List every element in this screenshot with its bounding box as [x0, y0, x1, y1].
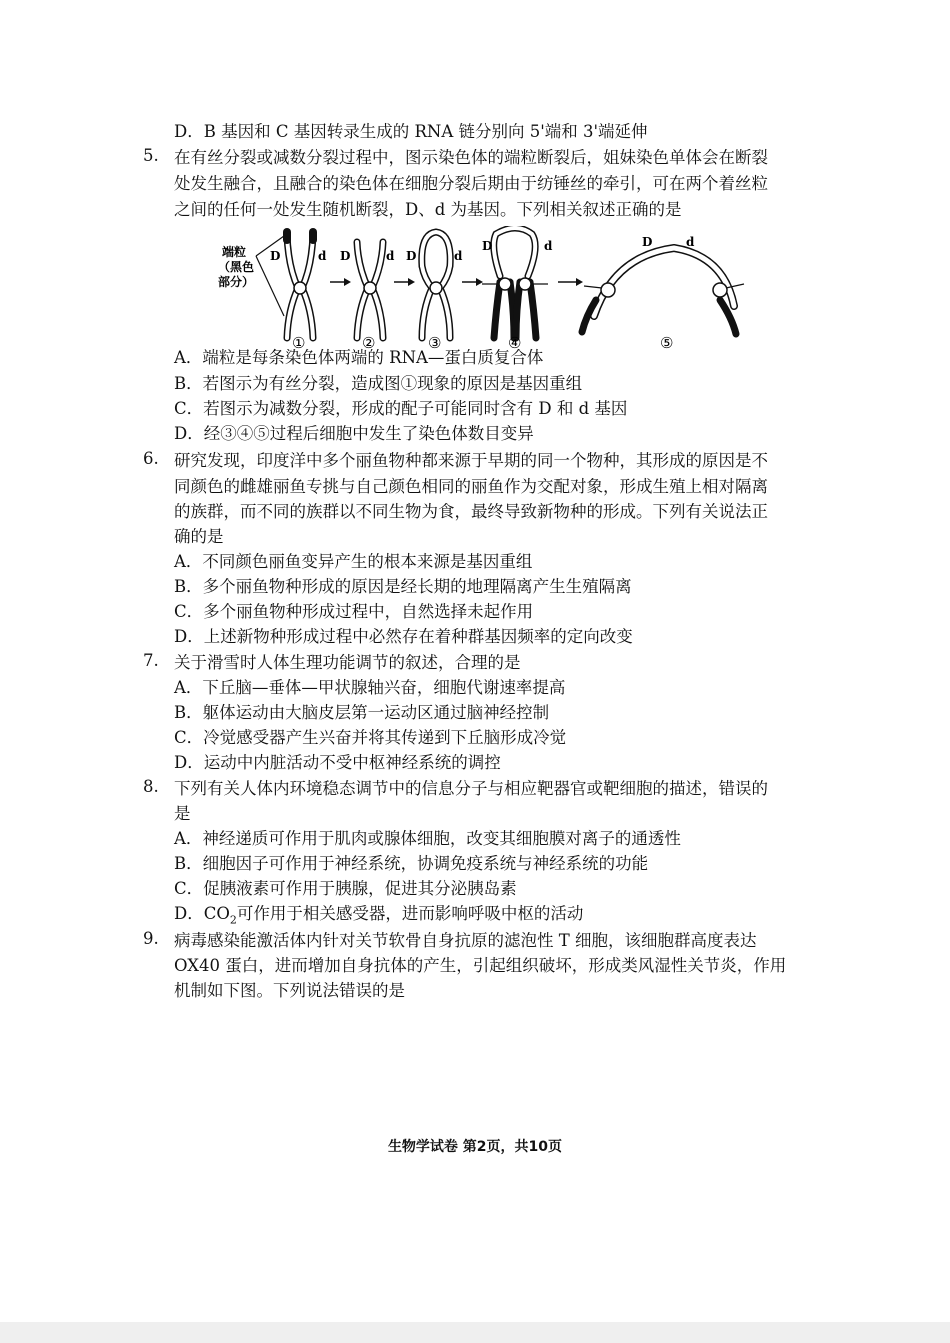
q6-option-a: A．不同颜色丽鱼变异产生的根本来源是基因重组 — [174, 552, 533, 571]
q5-stem-line-1: 在有丝分裂或减数分裂过程中，图示染色体的端粒断裂后，姐妹染色单体会在断裂 — [174, 148, 768, 167]
chromosome-5 — [582, 235, 744, 334]
q5-number: 5. — [143, 146, 159, 165]
q9-number: 9. — [143, 929, 159, 948]
gene-D-4: D — [482, 239, 493, 253]
step-label-4: ④ — [508, 334, 522, 350]
q6-stem-line-1: 研究发现，印度洋中多个丽鱼物种都来源于早期的同一个物种，其形成的原因是不 — [174, 451, 768, 470]
q7-option-d: D．运动中内脏活动不受中枢神经系统的调控 — [174, 753, 501, 772]
chromosome-figure — [214, 226, 754, 350]
q7-option-a: A．下丘脑—垂体—甲状腺轴兴奋，细胞代谢速率提高 — [174, 678, 566, 697]
gene-d-5: d — [686, 235, 695, 249]
q8-option-d-subscript: 2 — [229, 913, 237, 927]
q8-option-a: A．神经递质可作用于肌肉或腺体细胞，改变其细胞膜对离子的通透性 — [174, 829, 681, 848]
q8-number: 8. — [143, 777, 159, 796]
q6-number: 6. — [143, 449, 159, 468]
q6-option-d: D．上述新物种形成过程中必然存在着种群基因频率的定向改变 — [174, 627, 633, 646]
q8-option-d-text: 可作用于相关感受器，进而影响呼吸中枢的活动 — [236, 904, 584, 923]
gene-d-2: d — [386, 249, 395, 263]
q9-stem-line-2: OX40 蛋白，进而增加自身抗体的产生，引起组织破坏，形成类风湿性关节炎，作用 — [174, 956, 787, 975]
gene-D-1: D — [270, 249, 281, 263]
chromosome-3 — [406, 232, 463, 338]
scan-bottom-edge — [0, 1322, 950, 1343]
q5-option-c: C．若图示为减数分裂，形成的配子可能同时含有 D 和 d 基因 — [174, 399, 628, 418]
gene-d-3: d — [454, 249, 463, 263]
q6-stem-line-3: 的族群，而不同的族群以不同生物为食，最终导致新物种的形成。下列有关说法正 — [174, 502, 768, 521]
chromosome-1 — [270, 228, 327, 338]
gene-d-1: d — [318, 249, 327, 263]
q6-stem-line-4: 确的是 — [174, 527, 224, 546]
q6-stem-line-2: 同颜色的雌雄丽鱼专挑与自己颜色相同的丽鱼作为交配对象，形成生殖上相对隔离 — [174, 477, 768, 496]
chromosome-4 — [482, 228, 553, 338]
telomere-label-1: 端粒 — [222, 245, 247, 259]
q7-option-b: B．躯体运动由大脑皮层第一运动区通过脑神经控制 — [174, 703, 550, 722]
pointer-line-2 — [256, 256, 284, 316]
q8-stem-line-1: 下列有关人体内环境稳态调节中的信息分子与相应靶器官或靶细胞的描述，错误的 — [174, 779, 768, 798]
q5-option-b: B．若图示为有丝分裂，造成图①现象的原因是基因重组 — [174, 374, 583, 393]
q5-stem-line-3: 之间的任何一处发生随机断裂，D、d 为基因。下列相关叙述正确的是 — [174, 200, 682, 219]
q5-option-a: A．端粒是每条染色体两端的 RNA—蛋白质复合体 — [174, 348, 544, 367]
gene-d-4: d — [544, 239, 553, 253]
q7-number: 7. — [143, 651, 159, 670]
q7-option-c: C．冷觉感受器产生兴奋并将其传递到下丘脑形成冷觉 — [174, 728, 567, 747]
q8-stem-line-2: 是 — [174, 804, 191, 823]
q7-stem-line-1: 关于滑雪时人体生理功能调节的叙述，合理的是 — [174, 653, 521, 672]
chromosome-2 — [340, 242, 395, 338]
q9-stem-line-3: 机制如下图。下列说法错误的是 — [174, 981, 405, 1000]
gene-D-5: D — [642, 235, 653, 249]
q5-stem-line-2: 处发生融合，且融合的染色体在细胞分裂后期由于纺锤丝的牵引，可在两个着丝粒 — [174, 174, 768, 193]
q5-option-d: D．经③④⑤过程后细胞中发生了染色体数目变异 — [174, 424, 534, 443]
q8-option-c: C．促胰液素可作用于胰腺，促进其分泌胰岛素 — [174, 879, 517, 898]
page-footer: 生物学试卷 第2页，共10页 — [387, 1139, 563, 1155]
q8-option-b: B．细胞因子可作用于神经系统，协调免疫系统与神经系统的功能 — [174, 854, 649, 873]
q6-option-c: C．多个丽鱼物种形成过程中，自然选择未起作用 — [174, 602, 534, 621]
telomere-label-3: 部分） — [218, 275, 255, 289]
q6-option-b: B．多个丽鱼物种形成的原因是经长期的地理隔离产生生殖隔离 — [174, 577, 632, 596]
step-label-1: ① — [292, 334, 306, 350]
q4-option-d: D．B 基因和 C 基因转录生成的 RNA 链分别向 5'端和 3'端延伸 — [174, 122, 648, 141]
q8-option-d-prefix: D．CO — [174, 904, 230, 923]
step-label-5: ⑤ — [660, 334, 674, 350]
step-label-3: ③ — [428, 334, 442, 350]
q8-option-d — [174, 902, 583, 932]
step-label-2: ② — [362, 334, 376, 350]
telomere-label-2: （黑色 — [218, 260, 255, 274]
gene-D-3: D — [406, 249, 417, 263]
gene-D-2: D — [340, 249, 351, 263]
q9-stem-line-1: 病毒感染能激活体内针对关节软骨自身抗原的滤泡性 T 细胞，该细胞群高度表达 — [174, 931, 757, 950]
